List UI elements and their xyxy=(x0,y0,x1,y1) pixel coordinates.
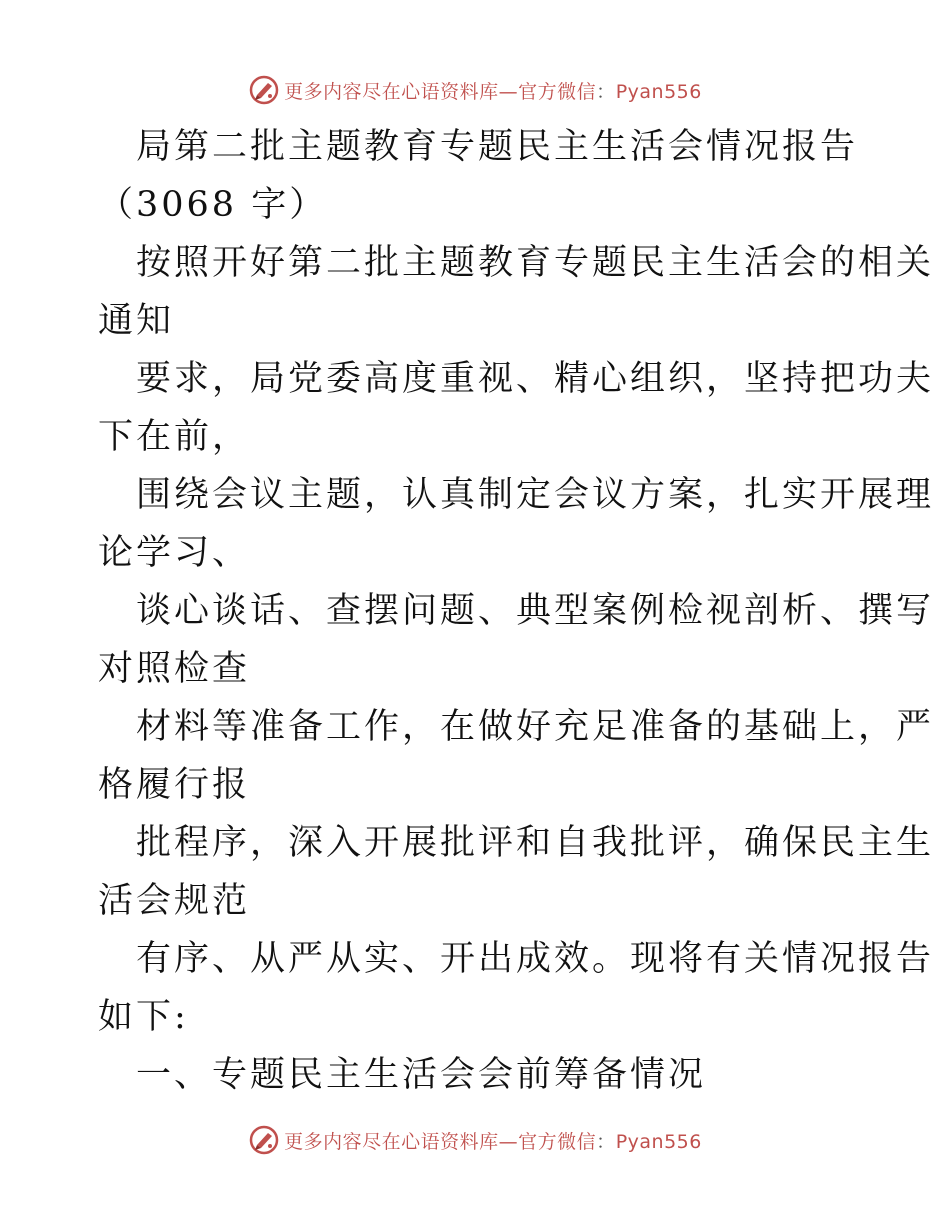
text-line: 活会规范 xyxy=(98,881,251,921)
text-line: 对照检查 xyxy=(98,649,251,689)
text-line: 围绕会议主题，认真制定会议方案，扎实开展理 xyxy=(136,475,935,515)
text-line: 下在前， xyxy=(98,417,251,457)
text-line: 如下: xyxy=(98,997,189,1037)
text-line: 谈心谈话、查摆问题、典型案例检视剖析、撰写 xyxy=(136,591,935,631)
word-count: （3068 字） xyxy=(98,185,328,225)
text-line: 格履行报 xyxy=(98,765,251,805)
document-title: 局第二批主题教育专题民主生活会情况报告 xyxy=(136,127,859,167)
text-line: 按照开好第二批主题教育专题民主生活会的相关 xyxy=(136,243,935,283)
watermark-text: 更多内容尽在心语资料库—官方微信：Pyan556 xyxy=(284,80,702,103)
watermark-text: 更多内容尽在心语资料库—官方微信：Pyan556 xyxy=(284,1130,702,1153)
text-line: 要求，局党委高度重视、精心组织，坚持把功夫 xyxy=(136,359,935,399)
pen-logo-icon xyxy=(248,1124,280,1156)
text-line: 通知 xyxy=(98,301,175,341)
text-line: 材料等准备工作，在做好充足准备的基础上，严 xyxy=(136,707,935,747)
section-heading: 一、专题民主生活会会前筹备情况 xyxy=(136,1055,707,1095)
text-line: 论学习、 xyxy=(98,533,251,573)
pen-logo-icon xyxy=(248,74,280,106)
text-line: 批程序，深入开展批评和自我批评，确保民主生 xyxy=(136,823,935,863)
header-watermark xyxy=(0,70,950,110)
footer-watermark xyxy=(0,1120,950,1160)
text-line: 有序、从严从实、开出成效。现将有关情况报告 xyxy=(136,939,935,979)
document-body xyxy=(98,118,935,1104)
